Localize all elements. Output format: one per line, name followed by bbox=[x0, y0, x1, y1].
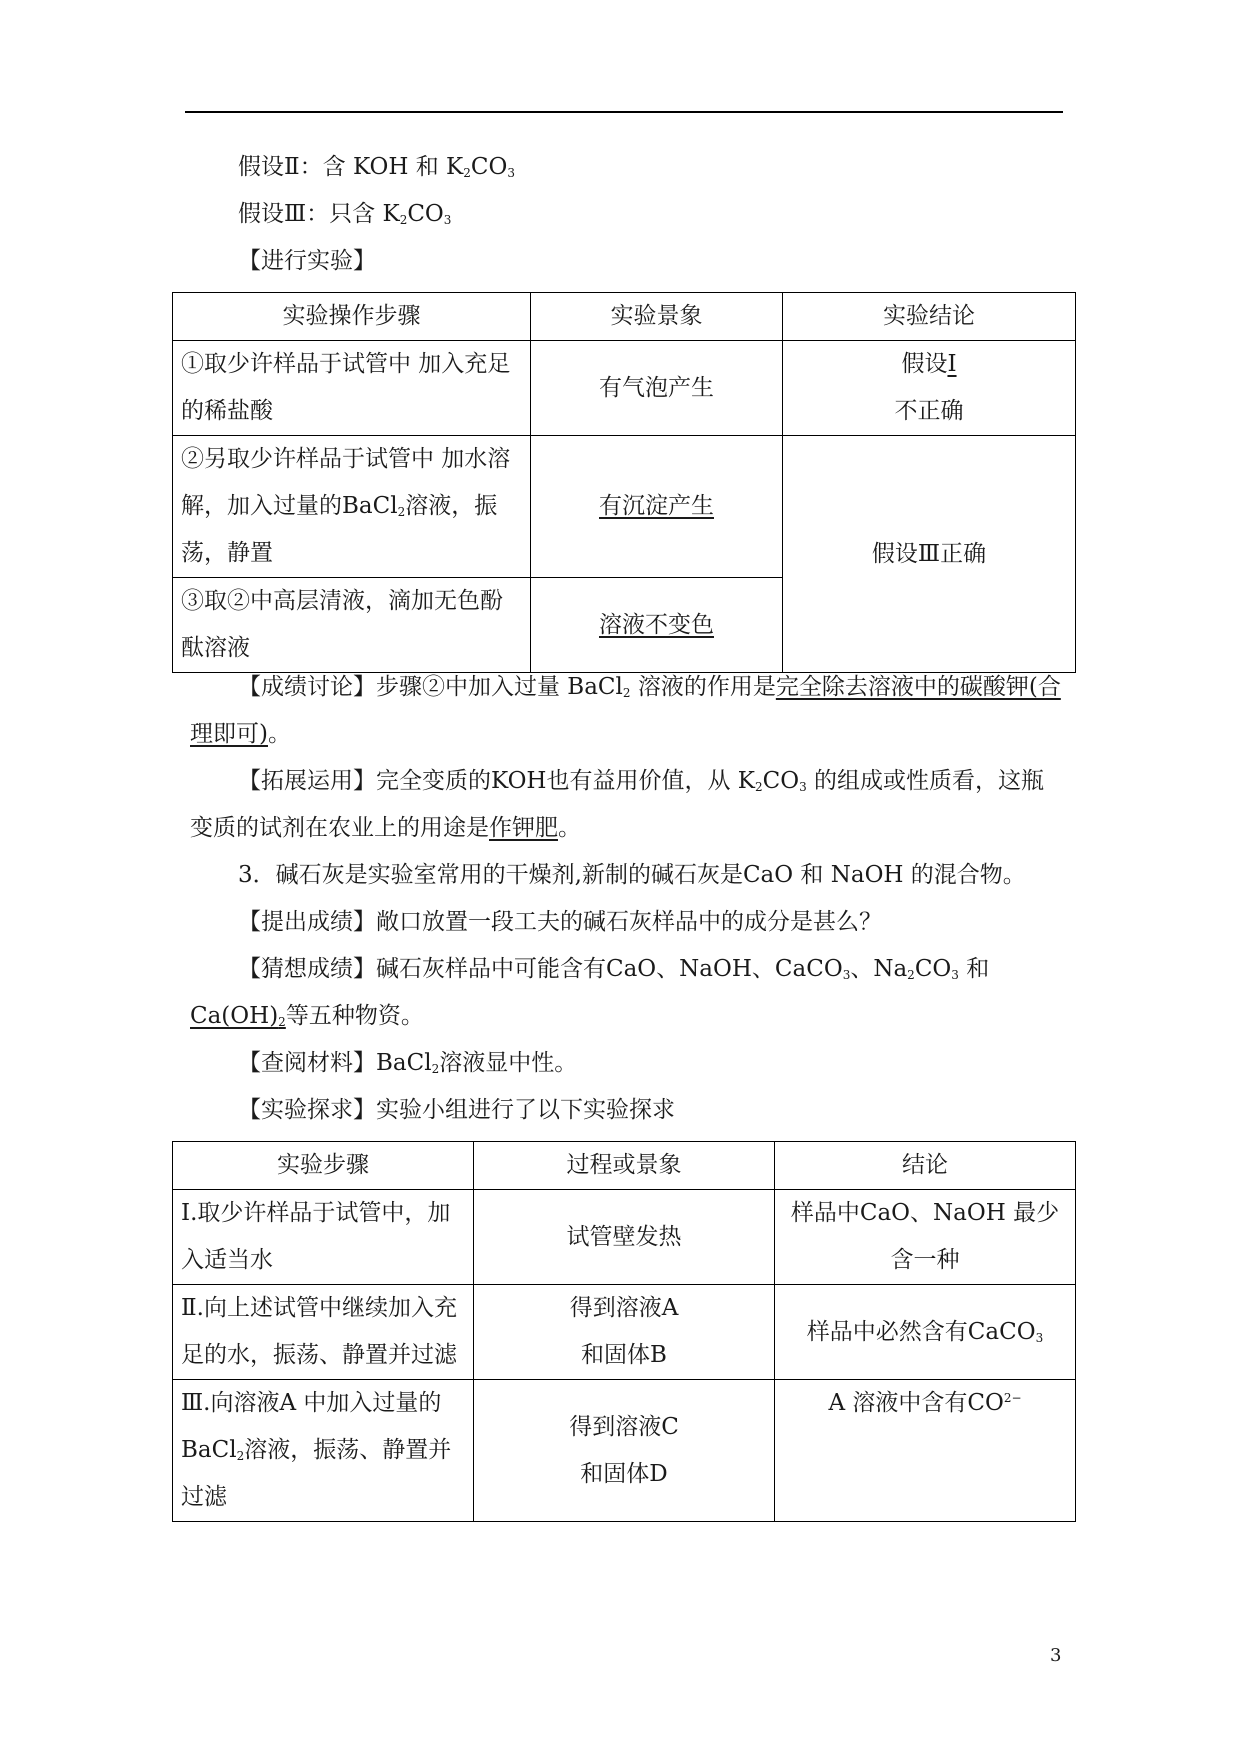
process-cell: 得到溶液C 和固体D bbox=[474, 1380, 775, 1522]
phenomenon-cell: 有沉淀产生 bbox=[531, 436, 783, 578]
step-cell: ③取②中高层清液，滴加无色酚酞溶液 bbox=[173, 578, 531, 673]
step-cell: ②另取少许样品于试管中 加水溶解，加入过量的BaCl$_2$溶液，振荡，静置 bbox=[173, 436, 531, 578]
table-row bbox=[173, 1285, 1076, 1380]
phenomenon-cell: 溶液不变色 bbox=[531, 578, 783, 673]
conclusion-cell: 样品中CaO、NaOH 最少含一种 bbox=[775, 1190, 1076, 1285]
header-cell: 过程或景象 bbox=[474, 1142, 775, 1190]
table-header-row bbox=[173, 293, 1076, 341]
header-cell: 结论 bbox=[775, 1142, 1076, 1190]
step-cell: Ⅰ.取少许样品于试管中，加入适当水 bbox=[173, 1190, 474, 1285]
extension-paragraph: 【拓展运用】完全变质的KOH也有益用价值，从 $K_2CO_3$ 的组成或性质看，这瓶变质的试剂在农业上的用途是作钾肥。 bbox=[190, 768, 1045, 841]
page-number: 3 bbox=[1050, 1645, 1062, 1666]
step-cell: Ⅲ.向溶液A 中加入过量的BaCl$_2$溶液，振荡、静置并过滤 bbox=[173, 1380, 474, 1522]
experiment-table-2 bbox=[172, 1141, 1076, 1522]
table-row bbox=[173, 1190, 1076, 1285]
hypothesis-3: 假设Ⅲ：只含 $K_2CO_3$ bbox=[238, 201, 452, 227]
header-cell: 实验操作步骤 bbox=[173, 293, 531, 341]
section-heading-experiment: 【进行实验】 bbox=[238, 248, 376, 274]
header-rule bbox=[185, 111, 1063, 113]
table-header-row bbox=[173, 1142, 1076, 1190]
question-3-guess: 【猜想成绩】碱石灰样品中可能含有CaO、NaOH、CaCO$_3$、$Na_2CO_3$ 和 $Ca(OH)_2$等五种物资。 bbox=[190, 956, 990, 1029]
discussion-paragraph: 【成绩讨论】步骤②中加入过量 BaCl$_2$ 溶液的作用是完全除去溶液中的碳酸钾(合理即可)。 bbox=[190, 674, 1061, 747]
step-cell: ①取少许样品于试管中 加入充足的稀盐酸 bbox=[173, 341, 531, 436]
table-row bbox=[173, 436, 1076, 578]
experiment-table-1 bbox=[172, 292, 1076, 673]
table-row bbox=[173, 341, 1076, 436]
process-cell: 得到溶液A 和固体B bbox=[474, 1285, 775, 1380]
question-3-intro: 3．碱石灰是实验室常用的干燥剂,新制的碱石灰是CaO 和 NaOH 的混合物。 bbox=[238, 862, 1026, 888]
conclusion-cell: 假设Ⅰ 不正确 bbox=[783, 341, 1076, 436]
question-3-problem: 【提出成绩】敞口放置一段工夫的碱石灰样品中的成分是甚么？ bbox=[238, 909, 882, 935]
step-cell: Ⅱ.向上述试管中继续加入充足的水，振荡、静置并过滤 bbox=[173, 1285, 474, 1380]
header-cell: 实验景象 bbox=[531, 293, 783, 341]
conclusion-cell: 假设Ⅲ正确 bbox=[783, 436, 1076, 673]
phenomenon-cell: 有气泡产生 bbox=[531, 341, 783, 436]
conclusion-cell: 样品中必然含有CaCO$_3$ bbox=[775, 1285, 1076, 1380]
process-cell: 试管壁发热 bbox=[474, 1190, 775, 1285]
header-cell: 实验结论 bbox=[783, 293, 1076, 341]
conclusion-cell: A 溶液中含有$CO^{2-}$ bbox=[775, 1380, 1076, 1522]
header-cell: 实验步骤 bbox=[173, 1142, 474, 1190]
table-row bbox=[173, 1380, 1076, 1522]
hypothesis-2: 假设Ⅱ：含 KOH 和 $K_2CO_3$ bbox=[238, 154, 515, 180]
question-3-material: 【查阅材料】BaCl$_2$溶液显中性。 bbox=[238, 1050, 578, 1076]
question-3-explore: 【实验探求】实验小组进行了以下实验探求 bbox=[238, 1097, 675, 1123]
